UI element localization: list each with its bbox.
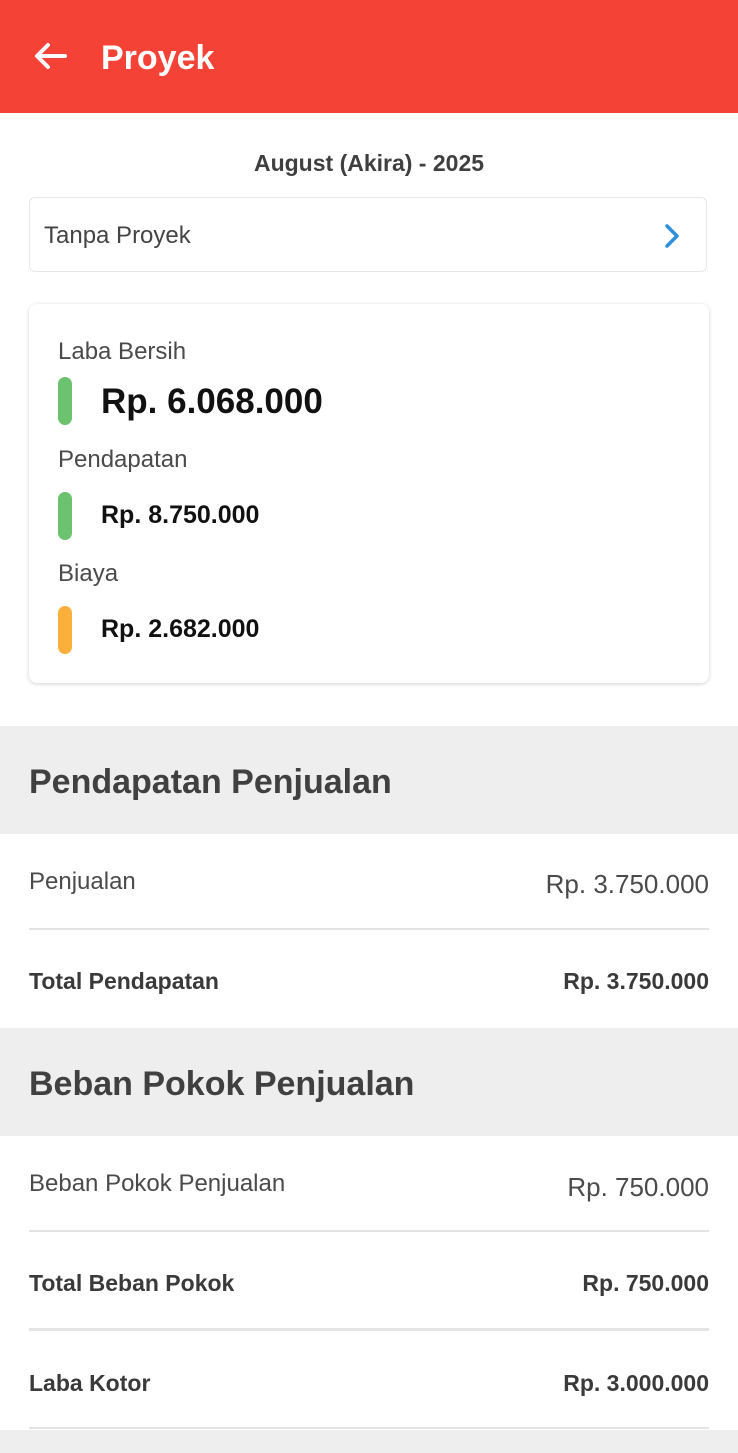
expense-label: Biaya <box>58 560 119 587</box>
total-value: Rp. 750.000 <box>582 1270 709 1296</box>
page-title: Proyek <box>101 39 215 77</box>
divider <box>29 1427 709 1429</box>
total-label: Total Beban Pokok <box>29 1270 235 1296</box>
net-profit-value: Rp. 6.068.000 <box>101 382 323 421</box>
project-selector[interactable] <box>29 197 707 272</box>
divider <box>29 1328 709 1331</box>
back-button[interactable] <box>30 36 70 76</box>
next-section-header <box>0 1430 738 1453</box>
row-label: Penjualan <box>29 868 136 895</box>
total-label: Total Pendapatan <box>29 968 219 994</box>
section-title: Pendapatan Penjualan <box>29 763 392 801</box>
project-selector-label: Tanpa Proyek <box>44 222 191 249</box>
income-indicator <box>58 492 72 540</box>
total-value: Rp. 3.750.000 <box>563 968 709 994</box>
gross-profit-value: Rp. 3.000.000 <box>563 1370 709 1396</box>
row-label: Beban Pokok Penjualan <box>29 1170 286 1197</box>
arrow-left-icon <box>33 41 67 71</box>
section-header-sales-income <box>0 726 738 834</box>
app-bar <box>0 0 738 113</box>
row-value: Rp. 3.750.000 <box>545 869 709 899</box>
summary-card <box>29 304 709 683</box>
income-label: Pendapatan <box>58 446 188 473</box>
section-title: Beban Pokok Penjualan <box>29 1065 415 1103</box>
list-item[interactable] <box>29 1168 709 1204</box>
net-profit-indicator <box>58 377 72 425</box>
divider <box>29 928 709 930</box>
gross-profit-row <box>29 1367 709 1403</box>
total-row <box>29 965 709 1001</box>
expense-value: Rp. 2.682.000 <box>101 615 260 643</box>
row-value: Rp. 750.000 <box>567 1172 709 1202</box>
list-item[interactable] <box>29 866 709 902</box>
period-label: August (Akira) - 2025 <box>253 150 485 176</box>
expense-indicator <box>58 606 72 654</box>
divider <box>29 1230 709 1232</box>
section-header-cogs <box>0 1028 738 1136</box>
income-value: Rp. 8.750.000 <box>101 501 260 529</box>
total-row <box>29 1267 709 1303</box>
gross-profit-label: Laba Kotor <box>29 1370 151 1396</box>
chevron-right-icon <box>662 222 682 250</box>
net-profit-label: Laba Bersih <box>58 338 187 365</box>
